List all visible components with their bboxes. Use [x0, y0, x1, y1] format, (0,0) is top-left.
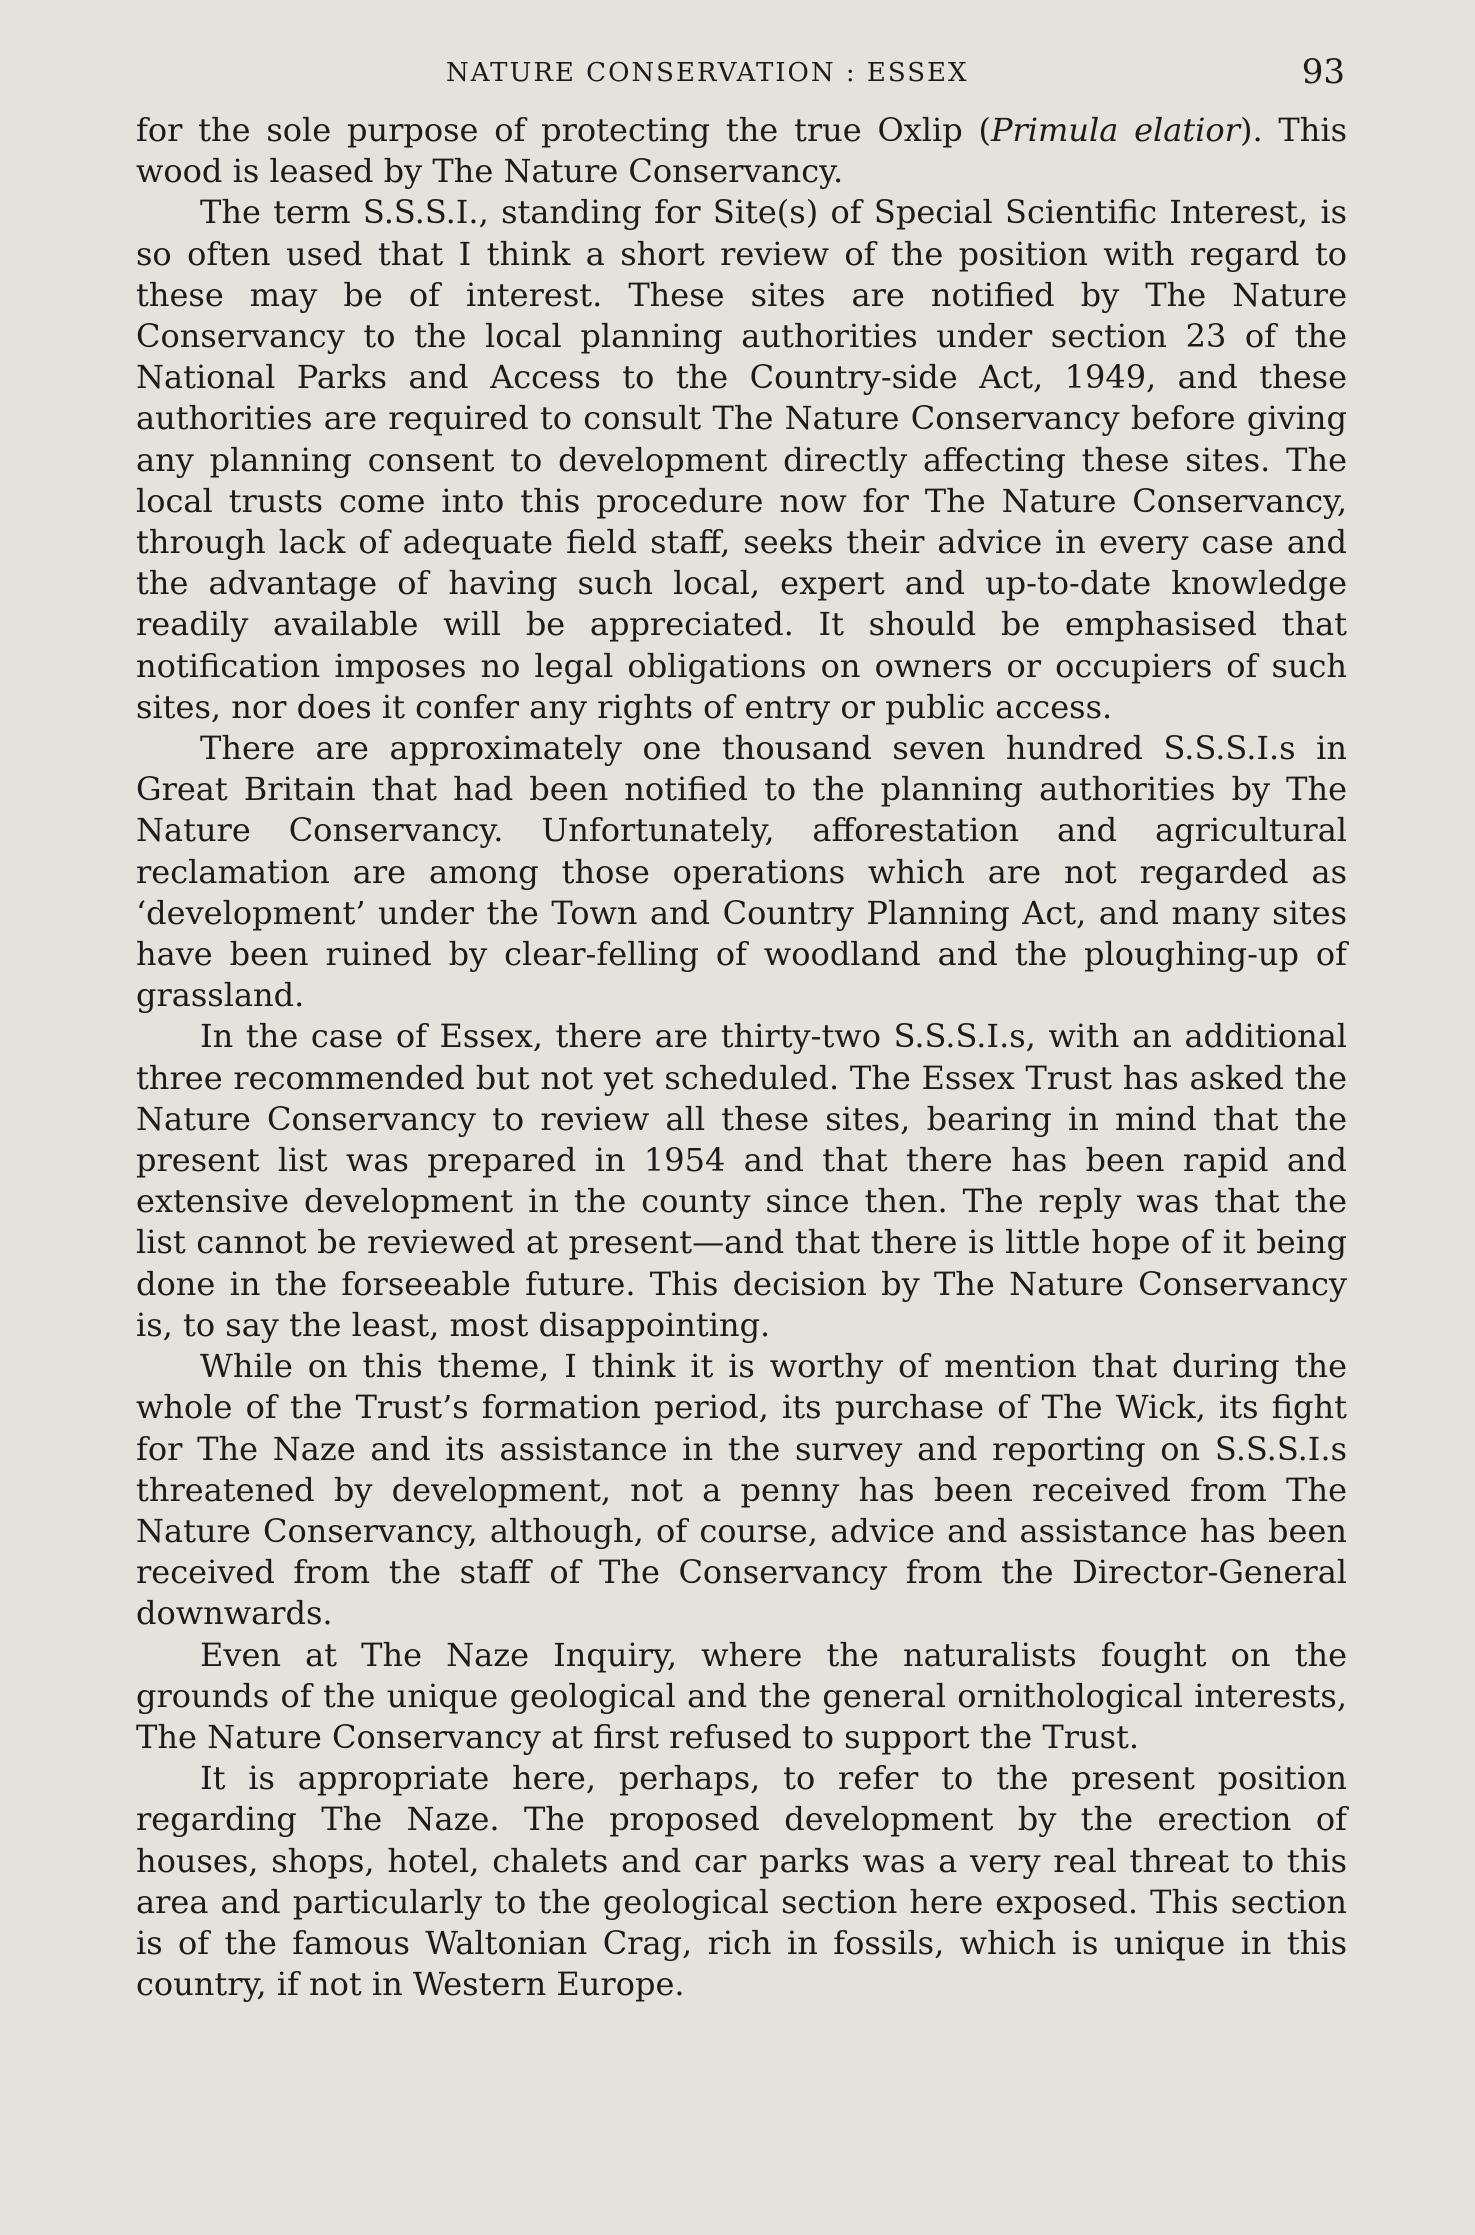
paragraph-sssi-definition: The term S.S.S.I., standing for Site(s) of Special Scientific Interest, is so often used that I think a short review of the position with regard to these may be of interest. These sites are notified by The Nature Conservancy to the local planning authorities under section 23 of the National Parks and Access to the Country-side Act, 1949, and these authorities are required to consult The Nature Conservancy before giving any planning consent to development directly affecting these sites. The local trusts come into this procedure now for The Nature Conservancy, through lack of adequate field staff, seeks their advice in every case and the advantage of having such local, expert and up-to-date knowledge readily available will be appreciated. It should be emphasised that notification imposes no legal obligations on owners or occupiers of such sites, nor does it confer any rights of entry or public access. [136, 193, 1347, 726]
paragraph-naze-position: It is appropriate here, perhaps, to refer to the present position regarding The Naze. The proposed development by the erection of houses, shops, hotel, chalets and car parks was a very real threat to this area and particularly to the geological section here exposed. This section is of the famous Waltonian Crag, rich in fossils, which is unique in this country, if not in Western Europe. [136, 1759, 1347, 2004]
italic-species-name: Primula elatior [990, 111, 1240, 149]
paragraph-trust-funding: While on this theme, I think it is worthy of mention that during the whole of the Trust’s formation period, its purchase of The Wick, its fight for The Naze and its assistance in the survey and reporting on S.S.S.I.s threatened by development, not a penny has been received from The Nature Conservancy, although, of course, advice and assistance has been received from the staff of The Conservancy from the Director-General downwards. [136, 1347, 1347, 1633]
paragraph-essex-case [136, 1016, 1347, 1346]
paragraph-text: In the case of Essex, there are thirty-two S.S.S.I.s, with an additional three recommended but not yet scheduled. The Essex Trust has asked the Nature Conservancy to review all these sites, bearing in mind that the present list was prepared in 1954 and that there has been rapid and extensive development in the county since then. The reply was that the list cannot be reviewed at present—and that there is little hope of it being done in the forseeable future. This decision by The Nature Conservancy is, to say the least, most disappointing. [136, 1017, 1347, 1344]
page-number: 93 [1301, 52, 1345, 92]
body-text [136, 110, 1347, 2005]
running-head [136, 40, 1347, 110]
paragraph-text: ). This wood is leased by The Nature Conservancy. [136, 111, 1348, 191]
paragraph-text: for the sole purpose of protecting the true Oxlip ( [136, 111, 991, 149]
paragraph-oxlip-continuation [136, 110, 1347, 192]
paragraph-sssi-count: There are approximately one thousand seven hundred S.S.S.I.s in Great Britain that had been notified to the planning authorities by The Nature Conservancy. Unfortunately, afforestation and agricultural reclamation are among those operations which are not regarded as ‘development’ under the Town and Country Planning Act, and many sites have been ruined by clear-felling of woodland and the ploughing-up of grassland. [136, 729, 1347, 1015]
paragraph-naze-inquiry: Even at The Naze Inquiry, where the naturalists fought on the grounds of the unique geological and the general ornithological interests, The Nature Conservancy at first refused to support the Trust. [136, 1635, 1347, 1756]
running-title: NATURE CONSERVATION : ESSEX [446, 58, 969, 88]
